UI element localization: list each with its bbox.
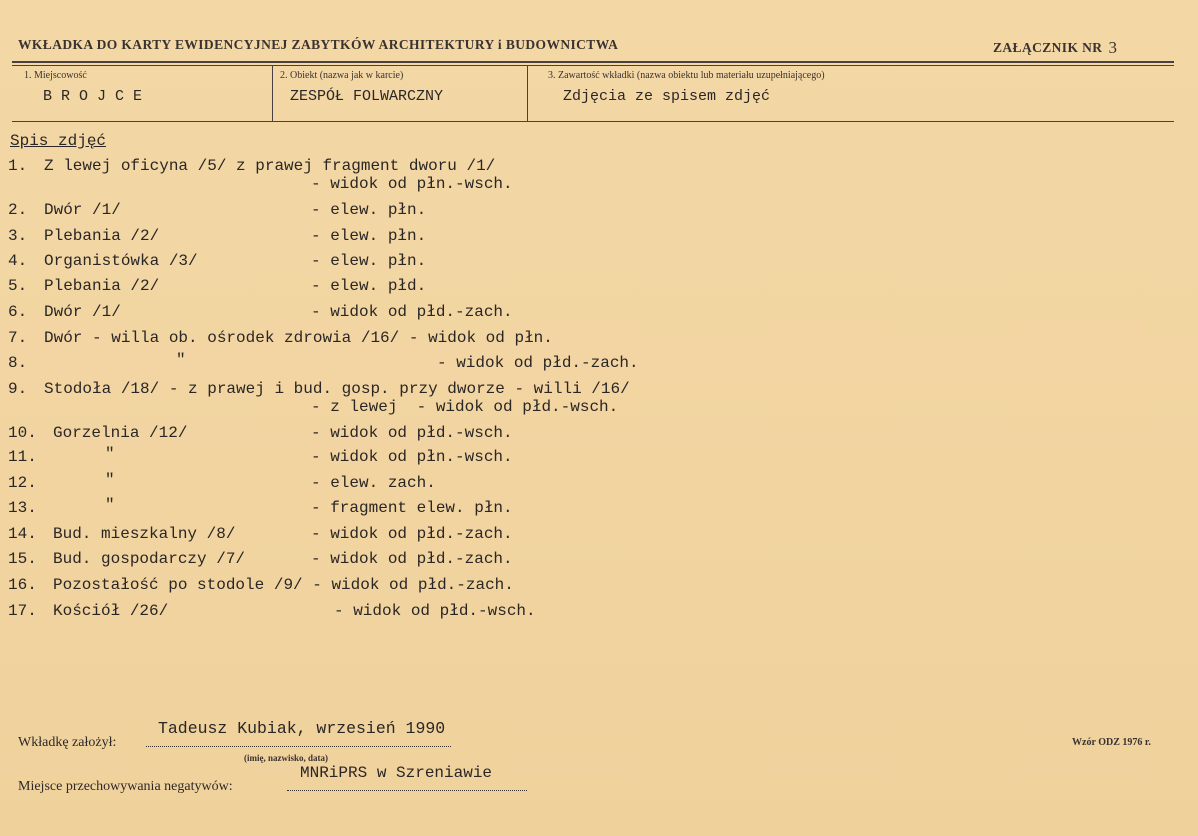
attachment-no: 3 <box>1108 38 1118 57</box>
entry-description: Dwór /1/ <box>44 303 121 321</box>
field-label-contents: 3. Zawartość wkładki (nazwa obiektu lub materiału uzupełniającego) <box>548 70 825 81</box>
entry-number: 5. <box>8 277 28 295</box>
field-label-locality: 1. Miejscowość <box>24 70 87 81</box>
entry-number: 11. <box>8 448 37 466</box>
entry-number: 1. <box>8 157 28 175</box>
entry-ditto: " <box>105 445 115 463</box>
entry-description: Kościół /26/ <box>53 602 169 620</box>
fields-bottom-rule <box>12 121 1174 122</box>
card-title: WKŁADKA DO KARTY EWIDENCYJNEJ ZABYTKÓW ARCHITEKTURY i BUDOWNICTWA <box>18 37 619 52</box>
entry-view: - elew. płn. <box>311 201 427 219</box>
entry-description: Bud. gospodarczy /7/ <box>53 550 246 568</box>
entry-number: 7. <box>8 329 28 347</box>
entry-description: Dwór - willa ob. ośrodek zdrowia /16/ - widok od płn. <box>44 329 553 347</box>
entry-view: - elew. płn. <box>311 227 427 245</box>
attachment-number <box>993 37 1117 57</box>
entry-number: 6. <box>8 303 28 321</box>
entry-description: Plebania /2/ <box>44 227 160 245</box>
field-divider <box>272 66 273 121</box>
attachment-label: ZAŁĄCZNIK NR <box>993 40 1103 55</box>
entry-description: Dwór /1/ <box>44 201 121 219</box>
entry-view: - widok od płd.-zach. <box>311 303 513 321</box>
entry-description: Organistówka /3/ <box>44 252 198 270</box>
founder-hint: (imię, nazwisko, data) <box>244 753 328 763</box>
field-label-object: 2. Obiekt (nazwa jak w karcie) <box>280 70 404 81</box>
entry-view: - widok od płn.-wsch. <box>311 448 513 466</box>
entry-number: 12. <box>8 474 37 492</box>
entry-description: Z lewej oficyna /5/ z prawej fragment dworu /1/ <box>44 157 496 175</box>
entry-view: - elew. płn. <box>311 252 427 270</box>
entry-view: - fragment elew. płn. <box>311 499 513 517</box>
header-rule <box>12 61 1174 63</box>
field-value-contents: Zdjęcia ze spisem zdjęć <box>563 88 771 105</box>
field-divider <box>527 66 528 121</box>
entry-view: - elew. płd. <box>311 277 427 295</box>
field-value-object: ZESPÓŁ FOLWARCZNY <box>290 88 444 105</box>
form-code: Wzór ODZ 1976 r. <box>1072 737 1151 748</box>
entry-number: 8. <box>8 354 28 372</box>
founder-label: Wkładkę założył: <box>18 735 117 750</box>
field-value-locality: BROJCE <box>43 88 152 105</box>
entry-view: - widok od płd.-wsch. <box>334 602 536 620</box>
entry-view: - widok od płd.-wsch. <box>311 424 513 442</box>
entry-description: Stodoła /18/ - z prawej i bud. gosp. przy dworze - willi /16/ <box>44 380 630 398</box>
entry-view: - z lewej - widok od płd.-wsch. <box>311 398 619 416</box>
entry-ditto: " <box>105 471 115 489</box>
entry-ditto: " <box>176 351 186 369</box>
storage-value: MNRiPRS w Szreniawie <box>300 764 493 782</box>
founder-line <box>146 746 451 747</box>
entry-number: 9. <box>8 380 28 398</box>
entry-view: - widok od płd.-zach. <box>311 550 513 568</box>
entry-number: 10. <box>8 424 37 442</box>
entry-number: 4. <box>8 252 28 270</box>
entry-description: Bud. mieszkalny /8/ <box>53 525 236 543</box>
header-rule-thin <box>12 65 1174 66</box>
entry-number: 14. <box>8 525 37 543</box>
entry-number: 15. <box>8 550 37 568</box>
entry-description: Plebania /2/ <box>44 277 160 295</box>
founder-value: Tadeusz Kubiak, wrzesień 1990 <box>158 719 446 738</box>
entry-number: 17. <box>8 602 37 620</box>
entry-description: Gorzelnia /12/ <box>53 424 188 442</box>
entry-view: - widok od płd.-zach. <box>437 354 639 372</box>
storage-line <box>287 790 527 791</box>
entry-number: 13. <box>8 499 37 517</box>
list-heading: Spis zdjęć <box>10 132 107 150</box>
entry-number: 16. <box>8 576 37 594</box>
entry-ditto: " <box>105 496 115 514</box>
entry-view: - widok od płd.-zach. <box>311 525 513 543</box>
entry-view: - widok od płn.-wsch. <box>311 175 513 193</box>
entry-description: Pozostałość po stodole /9/ - widok od płd.-zach. <box>53 576 514 594</box>
storage-label: Miejsce przechowywania negatywów: <box>18 779 233 794</box>
entry-number: 2. <box>8 201 28 219</box>
entry-number: 3. <box>8 227 28 245</box>
entry-view: - elew. zach. <box>311 474 436 492</box>
